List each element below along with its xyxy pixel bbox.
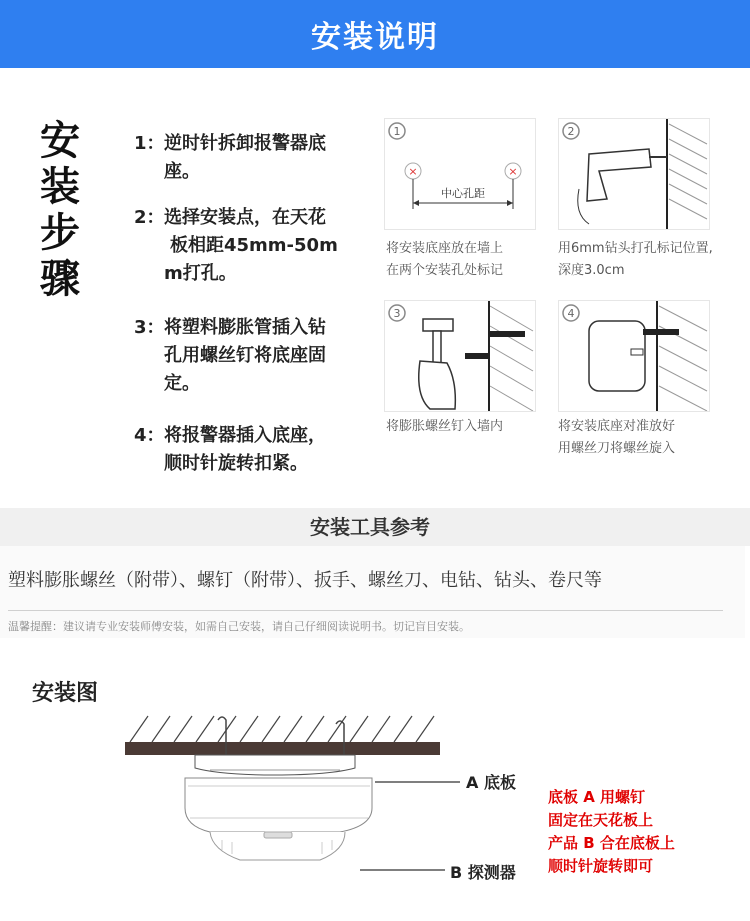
drill-illustration	[559, 119, 709, 229]
illustration-1	[384, 118, 536, 230]
tools-reminder-note: 温馨提醒：建议请专业安装师傅安装，如需自己安装，请自己仔细阅读说明书。切记盲目安装。	[8, 620, 470, 633]
step-line: 将塑料膨胀管插入钻	[164, 317, 326, 338]
center-distance-label: 中心孔距	[441, 187, 485, 200]
step-line: 选择安装点，在天花	[164, 207, 326, 228]
badge-number: 3	[393, 307, 401, 320]
step-4	[134, 422, 364, 478]
svg-text:×: ×	[408, 165, 418, 178]
side-title-char: 装	[40, 164, 80, 210]
caption-line: 在两个安装孔处标记	[386, 263, 504, 278]
note-line: 顺时针旋转即可	[548, 857, 654, 875]
install-note	[548, 786, 675, 878]
step-line: m打孔。	[164, 263, 237, 284]
badge-number: 4	[567, 307, 575, 320]
mounting-holes-illustration	[385, 119, 535, 229]
header-banner	[0, 0, 750, 68]
caption-line: 用6mm钻头打孔标记位置,	[558, 241, 713, 256]
diagram-title: 安装图	[32, 681, 99, 706]
label-detector: B 探测器	[450, 863, 516, 882]
illustration-4-caption	[558, 416, 738, 460]
step-number: 3：	[134, 317, 165, 338]
step-line: 定。	[164, 373, 200, 394]
tools-list: 塑料膨胀螺丝（附带）、螺钉（附带）、扳手、螺丝刀、电钻、钻头、卷尺等	[8, 570, 602, 591]
step-number: 2：	[134, 207, 165, 228]
step-line: 座。	[164, 161, 200, 182]
caption-line: 将膨胀螺丝钉入墙内	[386, 419, 504, 434]
side-title-char: 安	[40, 118, 80, 164]
tools-title: 安装工具参考	[310, 515, 430, 539]
caption-line: 将安装底座对准放好	[558, 419, 676, 434]
step-1	[134, 130, 364, 186]
ceiling-slab	[125, 742, 440, 755]
step-line: 孔用螺丝钉将底座固	[164, 345, 326, 366]
step-line: 板相距45mm-50m	[170, 235, 338, 256]
illustration-2	[558, 118, 710, 230]
page-title: 安装说明	[311, 20, 439, 55]
svg-text:×: ×	[508, 165, 518, 178]
step-line: 逆时针拆卸报警器底	[164, 133, 326, 154]
illustration-1-caption	[386, 238, 546, 282]
caption-line: 将安装底座放在墙上	[386, 241, 504, 256]
illustration-4	[558, 300, 710, 412]
illustration-3-caption	[386, 416, 546, 438]
note-line: 固定在天花板上	[548, 811, 654, 829]
step-line: 将报警器插入底座，	[164, 425, 326, 446]
caption-line: 用螺丝刀将螺丝旋入	[558, 441, 676, 456]
base-plate	[195, 755, 355, 775]
caption-line: 深度3.0cm	[558, 263, 625, 278]
screwdriver-illustration	[559, 301, 709, 411]
step-number: 4：	[134, 425, 165, 446]
steps-side-title	[30, 118, 90, 302]
side-title-char: 步	[40, 210, 80, 256]
side-title-char: 骤	[40, 256, 80, 302]
divider	[8, 610, 723, 611]
label-base-plate: A 底板	[466, 773, 516, 792]
illustration-2-caption	[558, 238, 738, 282]
step-3	[134, 314, 364, 398]
badge-number: 1	[393, 125, 401, 138]
note-line: 产品 B 合在底板上	[548, 834, 675, 852]
hammer-illustration	[385, 301, 535, 411]
illustration-3	[384, 300, 536, 412]
step-number: 1：	[134, 133, 165, 154]
note-line: 底板 A 用螺钉	[548, 788, 646, 806]
ceiling-hatching	[130, 716, 434, 742]
step-2	[134, 204, 364, 288]
step-line: 顺时针旋转扣紧。	[164, 453, 308, 474]
badge-number: 2	[567, 125, 575, 138]
